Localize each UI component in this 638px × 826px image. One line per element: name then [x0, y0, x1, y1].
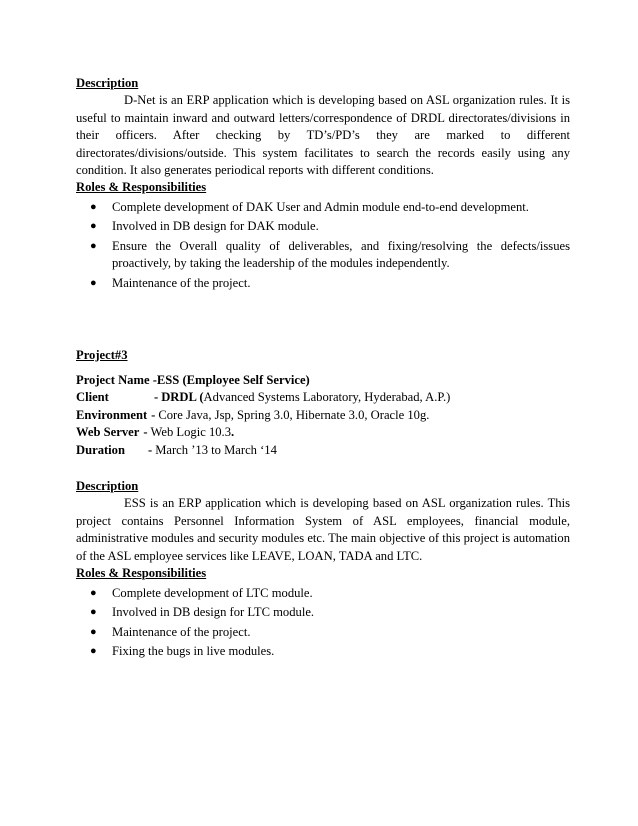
- description-heading-2: Description: [76, 479, 139, 494]
- client-value-bold: DRDL (: [161, 390, 204, 405]
- bullet-icon: ●: [90, 645, 97, 658]
- list-item: ● Complete development of LTC module.: [76, 585, 570, 602]
- resume-page: [76, 75, 570, 663]
- environment-label: Environment: [76, 407, 148, 422]
- list-item: ● Involved in DB design for DAK module.: [76, 218, 570, 235]
- list-item: ● Ensure the Overall quality of deliverables, and fixing/resolving the defects/issues proactively, by taking the leadership of the modules independently.: [90, 239, 570, 271]
- bullet-icon: ●: [90, 200, 97, 213]
- bullet-icon: ●: [90, 625, 97, 638]
- project-heading: Project#3: [76, 347, 128, 362]
- environment-row: [76, 407, 570, 424]
- client-separator: -: [154, 390, 159, 405]
- client-label: Client: [76, 390, 109, 405]
- project-name-row: [76, 372, 570, 389]
- environment-value: Core Java, Jsp, Spring 3.0, Hibernate 3.0, Oracle 10g.: [158, 407, 430, 422]
- client-value: Advanced Systems Laboratory, Hyderabad, A.P.): [203, 390, 451, 405]
- list-item: ● Fixing the bugs in live modules.: [76, 643, 570, 660]
- bullet-icon: ●: [90, 220, 97, 233]
- description-heading: Description: [76, 76, 139, 90]
- duration-row: [76, 442, 570, 459]
- webserver-suffix: .: [231, 425, 235, 440]
- description-paragraph: D-Net is an ERP application which is developing based on ASL organization rules. It is useful to maintain inward and outward letters/correspondence of DRDL directorates/divisions in their officers. After checking by TD’s/PD’s they are marked to different directorates/divisions/outside. This system facilitates to search the records easily using any condition. It also generates periodical reports with different conditions.: [76, 93, 570, 178]
- list-item: ● Maintenance of the project.: [76, 624, 570, 641]
- list-item: ● Involved in DB design for LTC module.: [76, 604, 570, 621]
- list-item: ● Maintenance of the project.: [76, 275, 570, 292]
- duration-value: March ’13 to March ‘14: [155, 442, 277, 457]
- webserver-label: Web Server: [76, 425, 140, 440]
- environment-separator: -: [151, 407, 156, 422]
- list-item: ● Complete development of DAK User and Admin module end-to-end development.: [76, 199, 570, 216]
- roles-list-2: [76, 585, 570, 661]
- client-row: [76, 389, 570, 406]
- webserver-value: Web Logic 10.3: [150, 425, 231, 440]
- roles-heading: Roles & Responsibilities: [76, 180, 207, 195]
- bullet-icon: ●: [90, 277, 97, 290]
- duration-separator: -: [148, 442, 153, 457]
- duration-label: Duration: [76, 442, 125, 457]
- project-name-value: ESS (Employee Self Service): [156, 373, 310, 388]
- webserver-row: [76, 424, 570, 441]
- roles-list: [76, 199, 570, 293]
- roles-heading-2: Roles & Responsibilities: [76, 566, 207, 581]
- project-name-label: Project Name -: [76, 373, 157, 388]
- bullet-icon: ●: [90, 606, 97, 619]
- bullet-icon: ●: [90, 586, 97, 599]
- description-paragraph-2: ESS is an ERP application which is developing based on ASL organization rules. This project contains Personnel Information System of ASL employees, financial module, administrative modules and security modules etc. The main objective of this project is automation of the ASL employee services like LEAVE, LOAN, TADA and LTC.: [76, 496, 570, 563]
- webserver-separator: -: [143, 425, 148, 440]
- bullet-icon: ●: [90, 240, 97, 253]
